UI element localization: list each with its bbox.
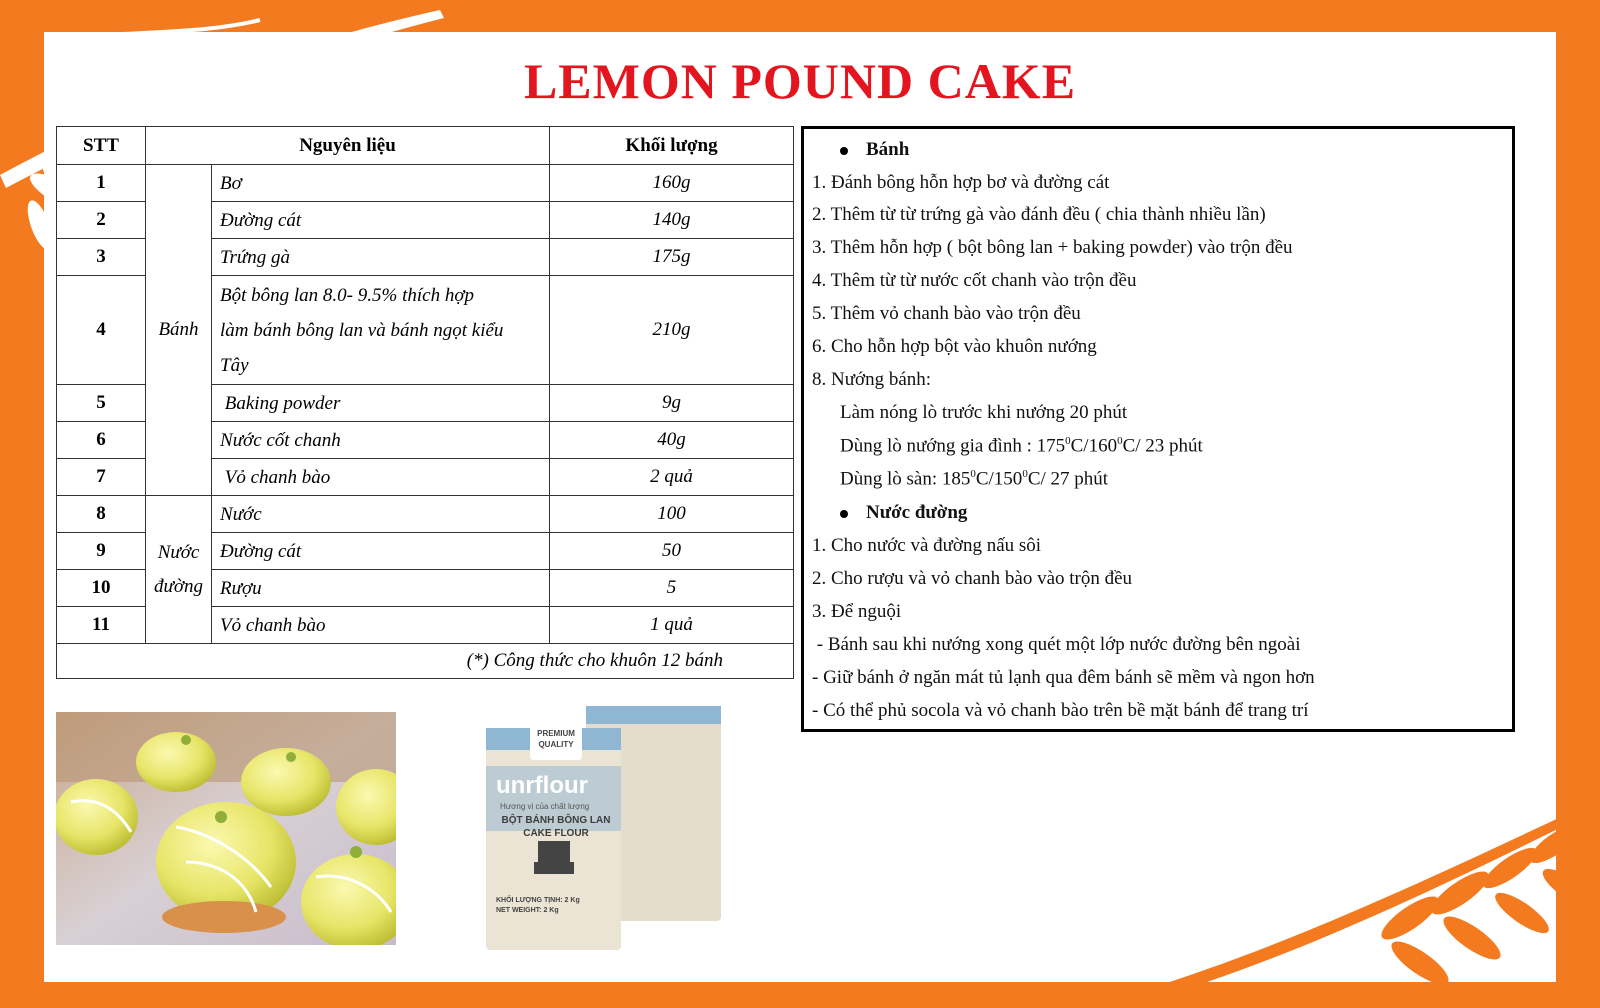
ingredient-amount: 50	[550, 533, 794, 570]
cake-step: 3. Thêm hỗn hợp ( bột bông lan + baking powder) vào trộn đều	[812, 237, 1293, 258]
row-number: 8	[57, 496, 146, 533]
degree-mark: 0	[1022, 468, 1028, 480]
section-heading-cake	[840, 139, 909, 161]
baking-floor-oven	[840, 468, 1108, 490]
tip-line: - Bánh sau khi nướng xong quét một lớp nước đường bên ngoài	[812, 634, 1301, 655]
row-number: 1	[57, 165, 146, 202]
ingredient-name: Đường cát	[212, 533, 550, 570]
degree-mark: 0	[1065, 435, 1071, 447]
row-number: 5	[57, 385, 146, 422]
ingredient-name: Nước cốt chanh	[212, 422, 550, 459]
ingredient-amount: 5	[550, 570, 794, 607]
ingredient-amount: 160g	[550, 165, 794, 202]
wheat-bottom-right-icon	[1080, 718, 1600, 1008]
table-row	[57, 496, 794, 533]
product-name-line: BỘT BÁNH BÔNG LAN	[501, 815, 611, 826]
baking-floor-text: C/150	[975, 468, 1023, 490]
degree-mark: 0	[970, 468, 976, 480]
ingredient-amount: 100	[550, 496, 794, 533]
ingredient-name: Rượu	[212, 570, 550, 607]
row-number: 2	[57, 202, 146, 239]
bullet-icon	[840, 510, 848, 518]
ingredient-name: Nước	[212, 496, 550, 533]
baking-home-text: Dùng lò nướng gia đình : 175	[840, 435, 1066, 457]
header-ingredient: Nguyên liệu	[146, 127, 550, 165]
row-number: 9	[57, 533, 146, 570]
product-badge	[530, 724, 582, 760]
cake-step: 5. Thêm vỏ chanh bào vào trộn đều	[812, 303, 1081, 324]
header-amount: Khối lượng	[550, 127, 794, 165]
row-number: 4	[57, 276, 146, 385]
group-syrup-line: đường	[154, 575, 204, 597]
bullet-icon	[840, 147, 848, 155]
ingredient-name: Baking powder	[212, 385, 550, 422]
row-number: 3	[57, 239, 146, 276]
instructions-box	[801, 126, 1515, 732]
ingredient-name: Đường cát	[212, 202, 550, 239]
syrup-step: 3. Để nguội	[812, 601, 902, 622]
syrup-step: 1. Cho nước và đường nấu sôi	[812, 535, 1042, 556]
group-syrup	[146, 496, 212, 644]
cake-step: 2. Thêm từ từ trứng gà vào đánh đều ( chia thành nhiều lần)	[812, 204, 1266, 225]
ingredient-name	[212, 276, 550, 385]
baking-home-oven	[840, 435, 1203, 457]
flour-package-image	[486, 706, 726, 954]
group-cake: Bánh	[146, 165, 212, 496]
baking-floor-text: C/ 27 phút	[1027, 468, 1109, 490]
product-tagline: Hương vị của chất lượng	[500, 802, 590, 811]
baking-preheat: Làm nóng lò trước khi nướng 20 phút	[840, 402, 1128, 423]
ingredients-table	[56, 126, 794, 679]
baking-floor-text: Dùng lò sàn: 185	[840, 468, 971, 490]
group-syrup-line: Nước	[157, 541, 200, 563]
ingredient-name-line: Tây	[220, 354, 249, 376]
badge-line: PREMIUM	[537, 729, 575, 738]
product-weight-line: KHỐI LƯỢNG TỊNH: 2 Kg	[496, 897, 580, 904]
cake-step: 6. Cho hỗn hợp bột vào khuôn nướng	[812, 336, 1097, 357]
ingredient-amount: 210g	[550, 276, 794, 385]
recipe-title: LEMON POUND CAKE	[523, 53, 1077, 109]
section-heading-syrup	[840, 502, 967, 524]
product-weight	[496, 896, 580, 916]
row-number: 6	[57, 422, 146, 459]
degree-mark: 0	[1117, 435, 1123, 447]
cake-step: 4. Thêm từ từ nước cốt chanh vào trộn đều	[812, 270, 1137, 291]
ingredient-amount: 175g	[550, 239, 794, 276]
ingredient-amount: 140g	[550, 202, 794, 239]
ingredient-amount: 1 quả	[550, 607, 794, 644]
ingredient-name: Vỏ chanh bào	[212, 607, 550, 644]
ingredient-amount: 40g	[550, 422, 794, 459]
section-heading-text: Nước đường	[866, 502, 968, 523]
cake-step: 8. Nướng bánh:	[812, 369, 932, 390]
section-heading-text: Bánh	[866, 139, 910, 160]
ingredient-amount: 2 quả	[550, 459, 794, 496]
recipe-note: (*) Công thức cho khuôn 12 bánh	[57, 644, 794, 679]
ingredient-name-line: làm bánh bông lan và bánh ngọt kiểu	[220, 319, 504, 341]
ingredient-name: Vỏ chanh bào	[212, 459, 550, 496]
product-name	[494, 814, 618, 840]
badge-line: QUALITY	[538, 740, 574, 749]
lemon-cakes-photo	[56, 712, 396, 945]
row-number: 7	[57, 459, 146, 496]
ingredient-amount: 9g	[550, 385, 794, 422]
tip-line: - Giữ bánh ở ngăn mát tủ lạnh qua đêm bánh sẽ mềm và ngon hơn	[812, 667, 1315, 688]
syrup-step: 2. Cho rượu và vỏ chanh bào vào trộn đều	[812, 568, 1133, 589]
row-number: 11	[57, 607, 146, 644]
ingredient-name: Trứng gà	[212, 239, 550, 276]
baking-home-text: C/160	[1070, 435, 1118, 457]
row-number: 10	[57, 570, 146, 607]
baking-home-text: C/ 23 phút	[1122, 435, 1203, 457]
table-note-row	[57, 644, 794, 679]
product-name-line: CAKE FLOUR	[523, 828, 589, 839]
ingredient-name-line: Bột bông lan 8.0- 9.5% thích hợp	[220, 284, 474, 306]
tip-line: - Có thể phủ socola và vỏ chanh bào trên bề mặt bánh để trang trí	[812, 700, 1309, 721]
header-stt: STT	[57, 127, 146, 165]
product-brand: unrflour	[496, 772, 588, 799]
product-weight-line: NET WEIGHT: 2 Kg	[496, 907, 559, 914]
cake-step: 1. Đánh bông hỗn hợp bơ và đường cát	[812, 172, 1110, 193]
table-row	[57, 165, 794, 202]
ingredient-name: Bơ	[212, 165, 550, 202]
